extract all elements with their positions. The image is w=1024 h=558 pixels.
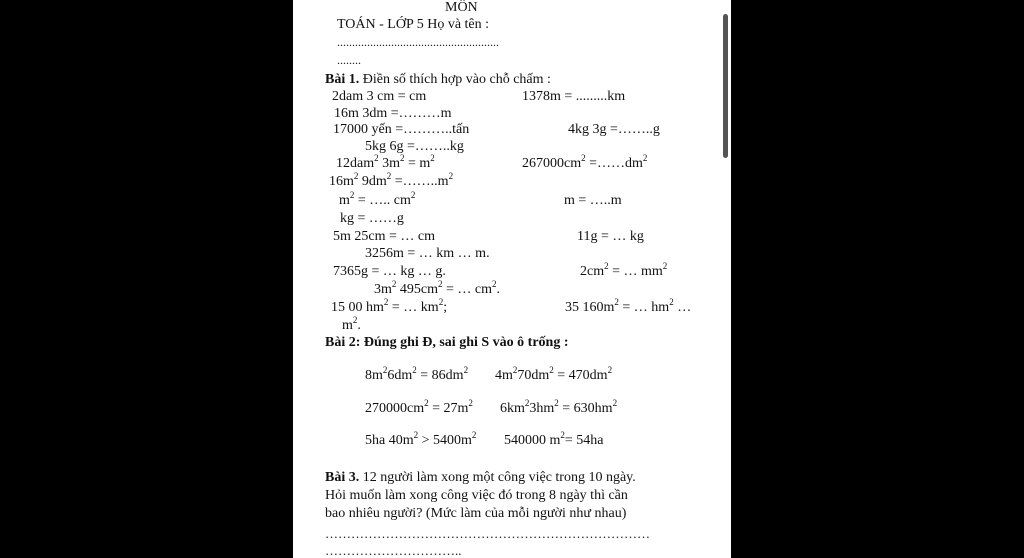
exercise-line: 12dam$^2$ $3m^2 = m^2$ (336, 153, 435, 171)
bai3-line-3: bao nhiêu người? (Mức làm của mỗi người như nhau) (325, 506, 627, 521)
exercise-item: 5ha $40m^2 > 5400m^2$ (365, 430, 477, 448)
exercise-line: 3256m = … km … m. (365, 246, 490, 261)
answer-dots: ………………………………………………………………… (325, 526, 650, 541)
exercise-line: $3m^2$ $495cm^2$ = … $cm^2$. (374, 279, 500, 297)
exercise-line: 17000 yến =………..tấn (333, 122, 470, 137)
exercise-line: 5m 25cm = … cm (333, 229, 435, 244)
exercise-line: 16m 3dm =………m (334, 106, 452, 121)
exercise-item: $270000cm^2 = 27m^2$ (365, 398, 473, 416)
exercise-line: 7365g = … kg … g. (333, 264, 446, 279)
exercise-line: $267000cm^2$ $=\dots\dots dm^2$ (522, 153, 648, 171)
header-dots: ...................................................... (337, 35, 499, 49)
exercise-item: $8m^26dm^2 = 86dm^2$ (365, 365, 469, 383)
exercise-line: 5kg 6g =……..kg (365, 139, 464, 154)
exercise-line: 2dam 3 cm = cm (332, 89, 427, 104)
exercise-line: $m^2$. (342, 315, 361, 333)
exercise-line: 11g = … kg (577, 229, 644, 244)
header-title: TOÁN - LỚP 5 Họ và tên : (337, 17, 490, 32)
exercise-line: kg = ……g (340, 211, 404, 226)
exercise-line: $2cm^2$ = … $mm^2$ (580, 261, 668, 279)
scrollbar[interactable] (723, 14, 728, 158)
exercise-item: $6km^23hm^2 = 630hm^2$ (500, 398, 618, 416)
exercise-item: 540000 $m^2= 54ha$ (504, 430, 604, 448)
exercise-line: $16m^2$ $9dm^2$ $=\dots\dots..m^2$ (329, 171, 454, 189)
bai2-heading: Bài 2: Đúng ghi Đ, sai ghi S vào ô trống : (325, 335, 569, 350)
document-page (293, 0, 731, 558)
exercise-line: 4kg 3g =……..g (568, 122, 660, 137)
header-dots-2: ........ (337, 53, 361, 67)
exercise-line: 35 $160m^2$ = … $hm^2$ … (565, 297, 692, 315)
bai3-line-1: Bài 3. 12 người làm xong một công việc trong 10 ngày. (325, 470, 636, 485)
exercise-line: 15 00 $hm^2$ = … $km^2$; (331, 297, 448, 315)
bai1-heading: Bài 1. Điền số thích hợp vào chỗ chấm : (325, 72, 551, 87)
exercise-item: $4m^270dm^2 = 470dm^2$ (495, 365, 613, 383)
answer-dots-2: ………………………….. (325, 543, 462, 558)
exercise-line: m = …..m (564, 193, 622, 208)
header-mon: MÔN (445, 0, 478, 15)
exercise-line: 1378m = .........km (522, 89, 626, 104)
bai3-line-2: Hỏi muốn làm xong công việc đó trong 8 ngày thì cần (325, 488, 628, 503)
exercise-line: $m^2$ = ….. $cm^2$ (339, 190, 416, 208)
